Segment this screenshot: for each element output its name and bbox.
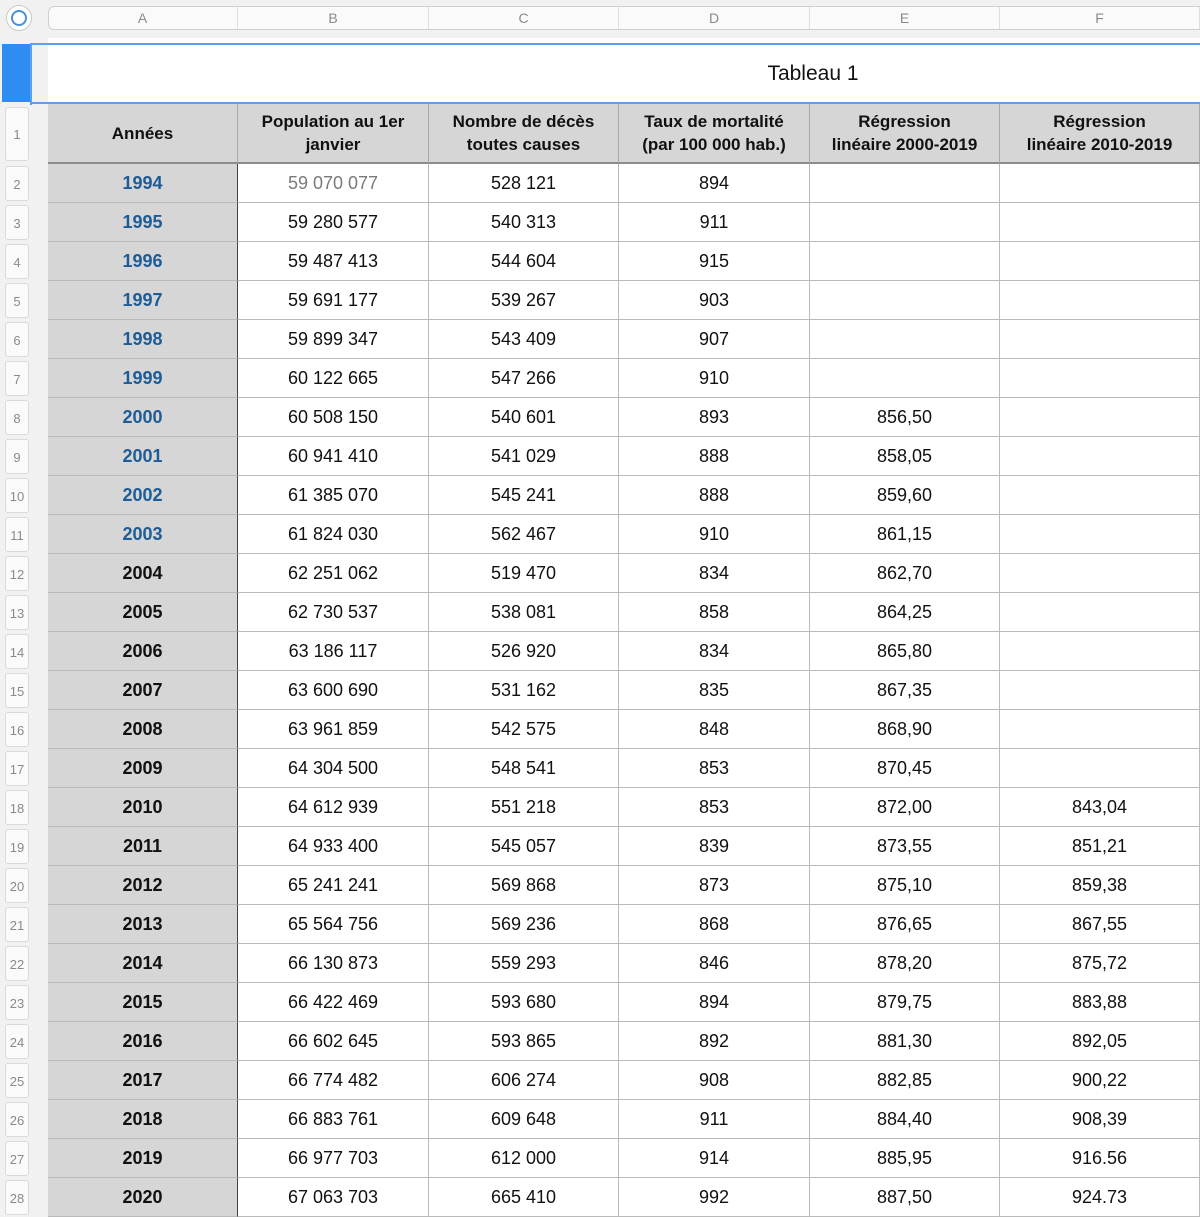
cell-deaths[interactable]: 538 081 (429, 593, 619, 632)
cell-population[interactable]: 64 304 500 (238, 749, 429, 788)
row-number[interactable]: 27 (5, 1141, 29, 1176)
cell-regression-2010-2019[interactable] (1000, 554, 1200, 593)
cell-regression-2000-2019[interactable]: 875,10 (810, 866, 1000, 905)
cell-population[interactable]: 59 899 347 (238, 320, 429, 359)
select-all-button[interactable] (6, 5, 32, 31)
cell-deaths[interactable]: 539 267 (429, 281, 619, 320)
cell-mortality-rate[interactable]: 908 (619, 1061, 810, 1100)
row-number[interactable]: 18 (5, 790, 29, 825)
cell-deaths[interactable]: 665 410 (429, 1178, 619, 1217)
row-number[interactable]: 13 (5, 595, 29, 630)
cell-regression-2000-2019[interactable]: 862,70 (810, 554, 1000, 593)
cell-regression-2000-2019[interactable]: 870,45 (810, 749, 1000, 788)
cell-deaths[interactable]: 606 274 (429, 1061, 619, 1100)
cell-regression-2000-2019[interactable] (810, 320, 1000, 359)
cell-population[interactable]: 60 122 665 (238, 359, 429, 398)
cell-population[interactable]: 61 824 030 (238, 515, 429, 554)
cell-years[interactable]: 2009 (48, 749, 238, 788)
cell-years[interactable]: 2007 (48, 671, 238, 710)
cell-deaths[interactable]: 551 218 (429, 788, 619, 827)
cell-deaths[interactable]: 526 920 (429, 632, 619, 671)
cell-deaths[interactable]: 569 868 (429, 866, 619, 905)
cell-population[interactable]: 64 612 939 (238, 788, 429, 827)
cell-regression-2000-2019[interactable]: 861,15 (810, 515, 1000, 554)
cell-regression-2010-2019[interactable] (1000, 164, 1200, 203)
cell-regression-2000-2019[interactable] (810, 242, 1000, 281)
data-table (48, 104, 1200, 1217)
cell-deaths[interactable]: 593 865 (429, 1022, 619, 1061)
column-letter-f[interactable]: F (1000, 7, 1200, 29)
header-regression-2000-2019-line: linéaire 2000-2019 (831, 135, 978, 154)
cell-mortality-rate[interactable]: 846 (619, 944, 810, 983)
cell-population[interactable]: 60 941 410 (238, 437, 429, 476)
cell-mortality-rate[interactable]: 873 (619, 866, 810, 905)
row-number[interactable]: 4 (5, 244, 29, 279)
cell-years[interactable]: 2019 (48, 1139, 238, 1178)
cell-population[interactable]: 66 883 761 (238, 1100, 429, 1139)
cell-regression-2010-2019[interactable]: 900,22 (1000, 1061, 1200, 1100)
cell-deaths[interactable]: 562 467 (429, 515, 619, 554)
cell-population[interactable]: 61 385 070 (238, 476, 429, 515)
cell-deaths[interactable]: 543 409 (429, 320, 619, 359)
cell-years[interactable]: 2001 (48, 437, 238, 476)
header-deaths-line: Nombre de décès (452, 112, 595, 131)
cell-regression-2000-2019[interactable]: 859,60 (810, 476, 1000, 515)
header-regression-2010-2019-line: linéaire 2010-2019 (1026, 135, 1173, 154)
cell-mortality-rate[interactable]: 910 (619, 359, 810, 398)
cell-population[interactable]: 59 280 577 (238, 203, 429, 242)
cell-mortality-rate[interactable]: 907 (619, 320, 810, 359)
cell-mortality-rate[interactable]: 834 (619, 554, 810, 593)
cell-regression-2010-2019[interactable]: 883,88 (1000, 983, 1200, 1022)
cell-population[interactable]: 62 251 062 (238, 554, 429, 593)
cell-years[interactable]: 2012 (48, 866, 238, 905)
cell-years[interactable]: 2011 (48, 827, 238, 866)
row-number[interactable]: 12 (5, 556, 29, 591)
row-number[interactable]: 23 (5, 985, 29, 1020)
cell-regression-2010-2019[interactable]: 851,21 (1000, 827, 1200, 866)
header-population-line: janvier (305, 135, 361, 154)
cell-regression-2000-2019[interactable]: 878,20 (810, 944, 1000, 983)
cell-population[interactable]: 63 961 859 (238, 710, 429, 749)
cell-population[interactable]: 59 691 177 (238, 281, 429, 320)
cell-years[interactable]: 2010 (48, 788, 238, 827)
row-number[interactable]: 11 (5, 517, 29, 552)
header-years[interactable] (48, 104, 238, 164)
title-selection-left (30, 43, 32, 105)
table-title-row-marker[interactable] (2, 44, 32, 102)
row-number[interactable]: 21 (5, 907, 29, 942)
cell-mortality-rate[interactable]: 888 (619, 437, 810, 476)
cell-years[interactable]: 1995 (48, 203, 238, 242)
cell-regression-2000-2019[interactable]: 867,35 (810, 671, 1000, 710)
cell-regression-2010-2019[interactable]: 908,39 (1000, 1100, 1200, 1139)
cell-population[interactable]: 65 241 241 (238, 866, 429, 905)
cell-population[interactable]: 66 774 482 (238, 1061, 429, 1100)
row-number[interactable]: 20 (5, 868, 29, 903)
cell-regression-2000-2019[interactable]: 864,25 (810, 593, 1000, 632)
cell-mortality-rate[interactable]: 914 (619, 1139, 810, 1178)
cell-population[interactable]: 66 977 703 (238, 1139, 429, 1178)
header-regression-2000-2019-line: Régression (858, 112, 951, 131)
cell-regression-2000-2019[interactable]: 885,95 (810, 1139, 1000, 1178)
row-header-bar (0, 38, 48, 1217)
cell-deaths[interactable]: 545 241 (429, 476, 619, 515)
cell-years[interactable]: 1998 (48, 320, 238, 359)
header-years-line: Années (111, 123, 174, 143)
cell-mortality-rate[interactable]: 858 (619, 593, 810, 632)
cell-deaths[interactable]: 541 029 (429, 437, 619, 476)
cell-years[interactable]: 2014 (48, 944, 238, 983)
cell-mortality-rate[interactable]: 853 (619, 749, 810, 788)
cell-deaths[interactable]: 519 470 (429, 554, 619, 593)
cell-deaths[interactable]: 547 266 (429, 359, 619, 398)
row-number[interactable]: 25 (5, 1063, 29, 1098)
cell-mortality-rate[interactable]: 834 (619, 632, 810, 671)
cell-years[interactable]: 1997 (48, 281, 238, 320)
cell-regression-2000-2019[interactable]: 872,00 (810, 788, 1000, 827)
cell-years[interactable]: 2017 (48, 1061, 238, 1100)
row-number[interactable]: 3 (5, 205, 29, 240)
cell-regression-2010-2019[interactable] (1000, 320, 1200, 359)
header-regression-2000-2019[interactable] (810, 104, 1000, 164)
row-number[interactable]: 10 (5, 478, 29, 513)
cell-mortality-rate[interactable]: 992 (619, 1178, 810, 1217)
cell-population[interactable]: 66 602 645 (238, 1022, 429, 1061)
cell-mortality-rate[interactable]: 894 (619, 983, 810, 1022)
cell-population[interactable]: 62 730 537 (238, 593, 429, 632)
cell-deaths[interactable]: 609 648 (429, 1100, 619, 1139)
cell-years[interactable]: 1996 (48, 242, 238, 281)
cell-deaths[interactable]: 593 680 (429, 983, 619, 1022)
cell-regression-2000-2019[interactable]: 858,05 (810, 437, 1000, 476)
cell-regression-2010-2019[interactable] (1000, 593, 1200, 632)
column-letter-d[interactable]: D (619, 7, 810, 29)
header-regression-2010-2019-line: Régression (1053, 112, 1146, 131)
cell-regression-2000-2019[interactable]: 887,50 (810, 1178, 1000, 1217)
cell-population[interactable]: 66 422 469 (238, 983, 429, 1022)
cell-mortality-rate[interactable]: 848 (619, 710, 810, 749)
cell-years[interactable]: 2015 (48, 983, 238, 1022)
header-population-line: Population au 1er (261, 112, 405, 131)
title-selection-top (32, 43, 1200, 45)
cell-years[interactable]: 2020 (48, 1178, 238, 1217)
column-letter-c[interactable]: C (429, 7, 619, 29)
cell-deaths[interactable]: 540 313 (429, 203, 619, 242)
cell-regression-2010-2019[interactable] (1000, 203, 1200, 242)
cell-regression-2010-2019[interactable] (1000, 671, 1200, 710)
cell-regression-2010-2019[interactable] (1000, 242, 1200, 281)
column-header-bar (0, 0, 1200, 38)
cell-deaths[interactable]: 559 293 (429, 944, 619, 983)
cell-regression-2010-2019[interactable] (1000, 437, 1200, 476)
cell-deaths[interactable]: 612 000 (429, 1139, 619, 1178)
cell-deaths[interactable]: 548 541 (429, 749, 619, 788)
cell-years[interactable]: 2013 (48, 905, 238, 944)
row-number[interactable]: 5 (5, 283, 29, 318)
cell-deaths[interactable]: 542 575 (429, 710, 619, 749)
cell-population[interactable]: 63 186 117 (238, 632, 429, 671)
cell-mortality-rate[interactable]: 894 (619, 164, 810, 203)
cell-mortality-rate[interactable]: 835 (619, 671, 810, 710)
table-title[interactable]: Tableau 1 (767, 62, 859, 85)
cell-mortality-rate[interactable]: 911 (619, 203, 810, 242)
cell-years[interactable]: 2002 (48, 476, 238, 515)
cell-deaths[interactable]: 545 057 (429, 827, 619, 866)
cell-regression-2010-2019[interactable] (1000, 515, 1200, 554)
cell-regression-2000-2019[interactable]: 856,50 (810, 398, 1000, 437)
cell-years[interactable]: 2018 (48, 1100, 238, 1139)
cell-deaths[interactable]: 528 121 (429, 164, 619, 203)
row-number[interactable]: 14 (5, 634, 29, 669)
cell-regression-2000-2019[interactable]: 865,80 (810, 632, 1000, 671)
column-ruler (48, 6, 1200, 30)
column-letter-e[interactable]: E (810, 7, 1000, 29)
cell-population[interactable]: 59 487 413 (238, 242, 429, 281)
cell-mortality-rate[interactable]: 893 (619, 398, 810, 437)
cell-regression-2010-2019[interactable]: 867,55 (1000, 905, 1200, 944)
cell-regression-2000-2019[interactable]: 879,75 (810, 983, 1000, 1022)
cell-regression-2000-2019[interactable] (810, 164, 1000, 203)
row-number[interactable]: 9 (5, 439, 29, 474)
row-number[interactable]: 17 (5, 751, 29, 786)
column-letter-b[interactable]: B (238, 7, 429, 29)
circle-icon (11, 10, 27, 26)
row-number[interactable]: 24 (5, 1024, 29, 1059)
header-deaths[interactable] (429, 104, 619, 164)
cell-regression-2000-2019[interactable]: 868,90 (810, 710, 1000, 749)
cell-population[interactable]: 64 933 400 (238, 827, 429, 866)
row-number[interactable]: 1 (5, 107, 29, 161)
cell-years[interactable]: 2000 (48, 398, 238, 437)
cell-mortality-rate[interactable]: 839 (619, 827, 810, 866)
cell-regression-2010-2019[interactable] (1000, 476, 1200, 515)
cell-years[interactable]: 2016 (48, 1022, 238, 1061)
cell-regression-2010-2019[interactable] (1000, 632, 1200, 671)
cell-regression-2010-2019[interactable] (1000, 359, 1200, 398)
cell-population[interactable]: 63 600 690 (238, 671, 429, 710)
cell-years[interactable]: 2005 (48, 593, 238, 632)
cell-regression-2000-2019[interactable] (810, 203, 1000, 242)
cell-population[interactable]: 65 564 756 (238, 905, 429, 944)
cell-regression-2010-2019[interactable]: 843,04 (1000, 788, 1200, 827)
header-mortality-rate-line: (par 100 000 hab.) (642, 135, 786, 154)
row-number[interactable]: 22 (5, 946, 29, 981)
cell-regression-2000-2019[interactable]: 884,40 (810, 1100, 1000, 1139)
cell-regression-2010-2019[interactable]: 916.56 (1000, 1139, 1200, 1178)
cell-population[interactable]: 60 508 150 (238, 398, 429, 437)
cell-mortality-rate[interactable]: 853 (619, 788, 810, 827)
cell-years[interactable]: 2003 (48, 515, 238, 554)
cell-regression-2000-2019[interactable]: 882,85 (810, 1061, 1000, 1100)
cell-years[interactable]: 2006 (48, 632, 238, 671)
header-deaths-line: toutes causes (466, 135, 581, 154)
row-number[interactable]: 7 (5, 361, 29, 396)
cell-population[interactable]: 67 063 703 (238, 1178, 429, 1217)
cell-mortality-rate[interactable]: 911 (619, 1100, 810, 1139)
cell-population[interactable]: 59 070 077 (238, 164, 429, 203)
cell-years[interactable]: 2008 (48, 710, 238, 749)
cell-regression-2000-2019[interactable]: 876,65 (810, 905, 1000, 944)
cell-mortality-rate[interactable]: 915 (619, 242, 810, 281)
row-number[interactable]: 26 (5, 1102, 29, 1137)
row-number[interactable]: 19 (5, 829, 29, 864)
cell-mortality-rate[interactable]: 910 (619, 515, 810, 554)
row-number[interactable]: 8 (5, 400, 29, 435)
cell-regression-2010-2019[interactable] (1000, 749, 1200, 788)
cell-regression-2000-2019[interactable] (810, 359, 1000, 398)
cell-population[interactable]: 66 130 873 (238, 944, 429, 983)
cell-regression-2010-2019[interactable]: 859,38 (1000, 866, 1200, 905)
row-number[interactable]: 16 (5, 712, 29, 747)
cell-deaths[interactable]: 531 162 (429, 671, 619, 710)
row-number[interactable]: 2 (5, 166, 29, 201)
cell-years[interactable]: 1994 (48, 164, 238, 203)
header-regression-2010-2019[interactable] (1000, 104, 1200, 164)
cell-regression-2000-2019[interactable]: 873,55 (810, 827, 1000, 866)
cell-regression-2010-2019[interactable]: 875,72 (1000, 944, 1200, 983)
cell-regression-2010-2019[interactable] (1000, 398, 1200, 437)
cell-years[interactable]: 2004 (48, 554, 238, 593)
header-mortality-rate-line: Taux de mortalité (644, 112, 784, 131)
cell-regression-2010-2019[interactable] (1000, 710, 1200, 749)
cell-regression-2000-2019[interactable] (810, 281, 1000, 320)
cell-mortality-rate[interactable]: 892 (619, 1022, 810, 1061)
cell-deaths[interactable]: 544 604 (429, 242, 619, 281)
cell-mortality-rate[interactable]: 868 (619, 905, 810, 944)
cell-deaths[interactable]: 569 236 (429, 905, 619, 944)
column-letter-a[interactable]: A (48, 7, 238, 29)
cell-regression-2000-2019[interactable]: 881,30 (810, 1022, 1000, 1061)
cell-years[interactable]: 1999 (48, 359, 238, 398)
cell-regression-2010-2019[interactable]: 924.73 (1000, 1178, 1200, 1217)
row-number[interactable]: 28 (5, 1180, 29, 1215)
cell-deaths[interactable]: 540 601 (429, 398, 619, 437)
header-mortality-rate[interactable] (619, 104, 810, 164)
cell-mortality-rate[interactable]: 903 (619, 281, 810, 320)
cell-regression-2010-2019[interactable]: 892,05 (1000, 1022, 1200, 1061)
row-number[interactable]: 6 (5, 322, 29, 357)
cell-mortality-rate[interactable]: 888 (619, 476, 810, 515)
cell-regression-2010-2019[interactable] (1000, 281, 1200, 320)
header-population[interactable] (238, 104, 429, 164)
row-number[interactable]: 15 (5, 673, 29, 708)
